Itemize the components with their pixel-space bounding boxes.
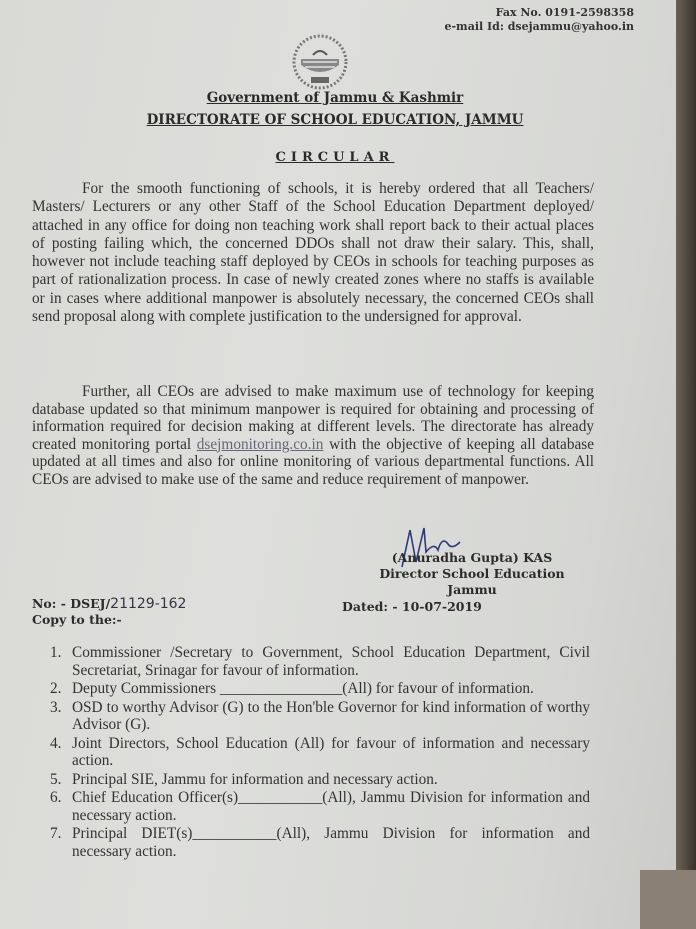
table-edge [676, 0, 696, 929]
email-address: e-mail Id: dsejammu@yahoo.in [444, 20, 634, 33]
contact-info [444, 6, 634, 34]
copy-list [50, 644, 590, 861]
list-item: 3. OSD to worthy Advisor (G) to the Hon'ble Governor for kind information of worthy Advisor (G). [50, 698, 590, 733]
state-emblem-icon [287, 33, 353, 91]
directorate-heading: DIRECTORATE OF SCHOOL EDUCATION, JAMMU [146, 112, 524, 128]
list-item: 2. Deputy Commissioners ________________(All) for favour of information. [50, 680, 534, 697]
copy-to-label: Copy to the:- [32, 612, 122, 627]
signatory-name: (Anuradha Gupta) KAS [391, 550, 553, 565]
list-item: 6. Chief Education Officer(s)___________(All), Jammu Division for information and necessary action. [50, 789, 590, 824]
fax-number: Fax No. 0191-2598358 [495, 6, 634, 19]
handwritten-number: 21129-162 [110, 596, 187, 612]
document-title: CIRCULAR [275, 150, 395, 165]
signatory-block [372, 550, 572, 598]
reference-block [32, 596, 186, 628]
government-heading: Government of Jammu & Kashmir [206, 90, 464, 106]
list-item: 7. Principal DIET(s)___________(All), Jammu Division for information and necessary action. [50, 825, 590, 860]
date: Dated: - 10-07-2019 [342, 599, 482, 614]
reference-number: No: - DSEJ/21129-162 [32, 596, 187, 612]
signatory-designation: Director School Education [379, 566, 565, 581]
list-item: 1. Commissioner /Secretary to Government, School Education Department, Civil Secretariat, Srinagar for favour of information. [50, 644, 590, 679]
list-item: 4. Joint Directors, School Education (All) for favour of information and necessary action. [50, 734, 590, 769]
table-corner [640, 870, 696, 929]
list-item: 5. Principal SIE, Jammu for information and necessary action. [50, 770, 438, 788]
signatory-place: Jammu [447, 582, 497, 597]
paragraph-1: For the smooth functioning of schools, it is hereby ordered that all Teachers/ Masters/ Lecturers or any other Staff of the School Education Department deployed/ attached in any office for doing non teaching work shall report back to their actual places of posting failing which, the concerned DDOs shall not draw their salary. This, shall, however not include teaching staff deployed by CEOs in schools for teaching purposes as part of rationalization process. In case of newly created zones where no staffs is available or in cases where additional manpower is absolutely necessary, the concerned CEOs shall send proposal along with complete justification to the undersigned for approval. [32, 180, 594, 326]
portal-link[interactable]: dsejmonitoring.co.in [196, 435, 324, 453]
paragraph-2: Further, all CEOs are advised to make maximum use of technology for keeping database updated so that minimum manpower is required for obtaining and processing of information required for decision making at different levels. The directorate has already created monitoring portal dsejmonitoring.co.in with the objective of keeping all database updated at all times and also for online monitoring of various departmental functions. All CEOs are advised to make use of the same and reduce requirement of manpower. [32, 383, 595, 488]
